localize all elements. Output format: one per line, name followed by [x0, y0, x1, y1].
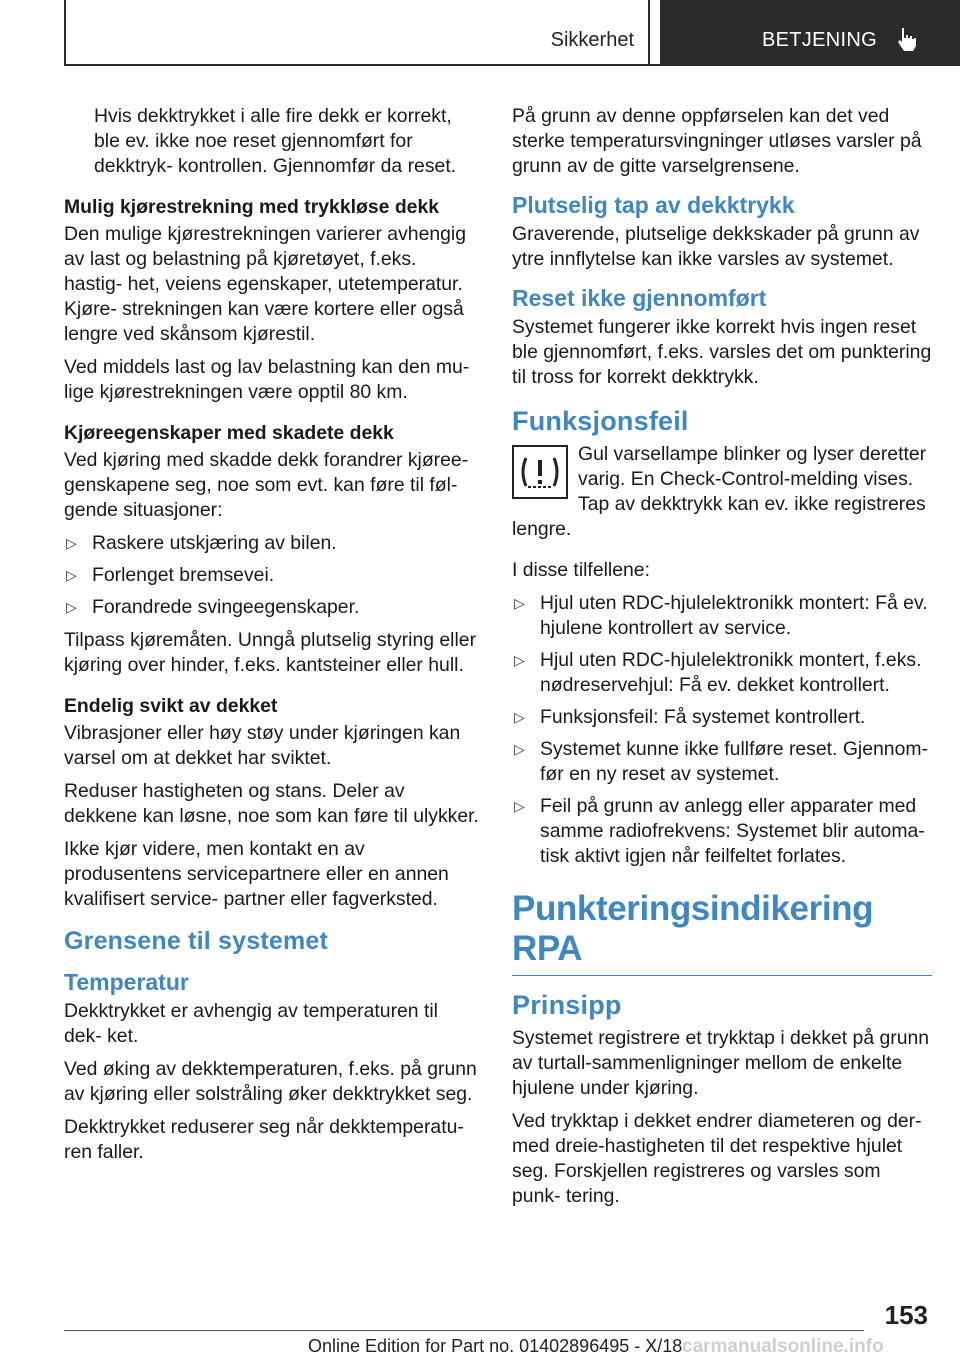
- paragraph: Reduser hastigheten og stans. Deler av dekkene kan løsne, noe som kan føre til ulykker.: [64, 780, 479, 827]
- paragraph: Graverende, plutselige dekkskader på grunn av ytre innflytelse kan ikke varsles av systemet.: [512, 223, 920, 270]
- paragraph: Dekktrykket reduserer seg når dekktemperatu- ren faller.: [64, 1116, 464, 1163]
- paragraph: Ved trykktap i dekket endrer diameteren og der- med dreie-hastigheten til det respektive hjulet seg. Forskjellen registreres og varsles som punk- tering.: [512, 1110, 922, 1207]
- hand-pointer-icon: [896, 26, 918, 57]
- list-item: ▷ Raskere utskjæring av bilen.: [66, 532, 337, 554]
- paragraph: Systemet fungerer ikke korrekt hvis ingen reset ble gjennomført, f.eks. varsles det om punktering til tross for korrekt dekktrykk.: [512, 316, 932, 388]
- bullet-triangle-icon: ▷: [66, 567, 77, 583]
- page-number: 153: [884, 1300, 928, 1330]
- bullet-triangle-icon: ▷: [66, 599, 77, 615]
- subheading-failure: Endelig svikt av dekket: [64, 695, 278, 717]
- header-section-box: [64, 0, 650, 66]
- bullet-triangle-icon: ▷: [66, 535, 77, 551]
- heading-limits: Grensene til systemet: [64, 927, 329, 955]
- list-item: ▷ Funksjonsfeil: Få systemet kontrollert.: [514, 706, 866, 728]
- heading-temperature: Temperatur: [64, 969, 189, 995]
- paragraph: Vibrasjoner eller høy støy under kjøringen kan varsel om at dekket har sviktet.: [64, 722, 461, 769]
- footer-rule: [64, 1330, 864, 1331]
- subheading-range: Mulig kjørestrekning med trykkløse dekk: [64, 196, 440, 218]
- paragraph: På grunn av denne oppførselen kan det ved sterke temperatursvingninger utløses varsler på grunn av de gitte varselgrensene.: [512, 105, 922, 177]
- paragraph: Den mulige kjørestrekningen varierer avhengig av last og belastning på kjøretøyet, f.eks. hastig- het, veiens egenskaper, utetemperatur. Kjøre- strekningen kan være kortere eller også lengre ved skånsom kjørestil.: [64, 223, 467, 345]
- intro-paragraph: Hvis dekktrykket i alle fire dekk er korrekt, ble ev. ikke noe reset gjennomført for dekktryk- kontrollen. Gjennomfør da reset.: [94, 105, 457, 177]
- heading-malfunction: Funksjonsfeil: [512, 406, 689, 436]
- header-chapter-label: BETJENING: [762, 29, 877, 51]
- warning-block: [512, 442, 932, 542]
- bullet-list: [64, 531, 480, 620]
- paragraph: I disse tilfellene:: [512, 559, 650, 581]
- warning-text: Gul varsellampe blinker og lyser deretter varig. En Check-Control-melding vises. Tap av dekktrykk kan ev. ikke registreres lengre.: [512, 443, 927, 540]
- paragraph: Tilpass kjøremåten. Unngå plutselig styring eller kjøring over hinder, f.eks. kantsteiner eller hull.: [64, 629, 477, 676]
- bullet-triangle-icon: ▷: [514, 595, 525, 611]
- header-chapter-box: [660, 0, 960, 64]
- header-section-label: Sikkerhet: [550, 29, 634, 51]
- bullet-triangle-icon: ▷: [514, 798, 525, 814]
- bullet-triangle-icon: ▷: [514, 741, 525, 757]
- list-item: ▷ Forlenget bremsevei.: [66, 564, 275, 586]
- heading-reset-not-done: Reset ikke gjennomført: [512, 285, 767, 311]
- paragraph: Ved kjøring med skadde dekk forandrer kjøree- genskapene seg, noe som evt. kan føre til føl- gende situasjoner:: [64, 449, 469, 521]
- heading-sudden-loss: Plutselig tap av dekktrykk: [512, 192, 795, 218]
- subheading-handling: Kjøreegenskaper med skadete dekk: [64, 422, 394, 444]
- right-column: [512, 104, 932, 1217]
- bullet-triangle-icon: ▷: [514, 709, 525, 725]
- list-item: ▷ Hjul uten RDC-hjulelektronikk montert, f.eks. nødreservehjul: Få ev. dekket kontrollert.: [514, 649, 922, 696]
- paragraph: Ikke kjør videre, men kontakt en av produsentens servicepartnere eller en annen kvalifisert service- partner eller fagverksted.: [64, 838, 449, 910]
- header-rule: [64, 64, 960, 66]
- tire-pressure-warning-icon: [512, 445, 568, 499]
- list-item: ▷ Systemet kunne ikke fullføre reset. Gjennom- før en ny reset av systemet.: [514, 738, 928, 785]
- paragraph: Dekktrykket er avhengig av temperaturen til dek- ket.: [64, 1000, 438, 1047]
- watermark: carmanualsonline.info: [682, 1336, 884, 1357]
- left-column: [64, 104, 480, 1173]
- list-item: ▷ Feil på grunn av anlegg eller apparater med samme radiofrekvens: Systemet blir automa- tisk aktivt igjen når feilfeltet forlates.: [514, 795, 925, 867]
- bullet-list: [512, 591, 932, 869]
- footer-edition: Online Edition for Part no. 01402896495 - X/18: [308, 1336, 683, 1356]
- paragraph: Ved øking av dekktemperaturen, f.eks. på grunn av kjøring eller solstråling øker dekktrykket seg.: [64, 1058, 477, 1105]
- paragraph: Systemet registrere et trykktap i dekket på grunn av turtall-sammenligninger mellom de enkelte hjulene under kjøring.: [512, 1027, 930, 1099]
- list-item: ▷ Forandrede svingeegenskaper.: [66, 596, 360, 618]
- bullet-triangle-icon: ▷: [514, 652, 525, 668]
- heading-rpa: Punkteringsindikering RPA: [512, 889, 932, 976]
- list-item: ▷ Hjul uten RDC-hjulelektronikk montert: Få ev. hjulene kontrollert av service.: [514, 592, 928, 639]
- heading-principle: Prinsipp: [512, 990, 622, 1020]
- paragraph: Ved middels last og lav belastning kan den mu- lige kjørestrekningen være opptil 80 km.: [64, 356, 470, 403]
